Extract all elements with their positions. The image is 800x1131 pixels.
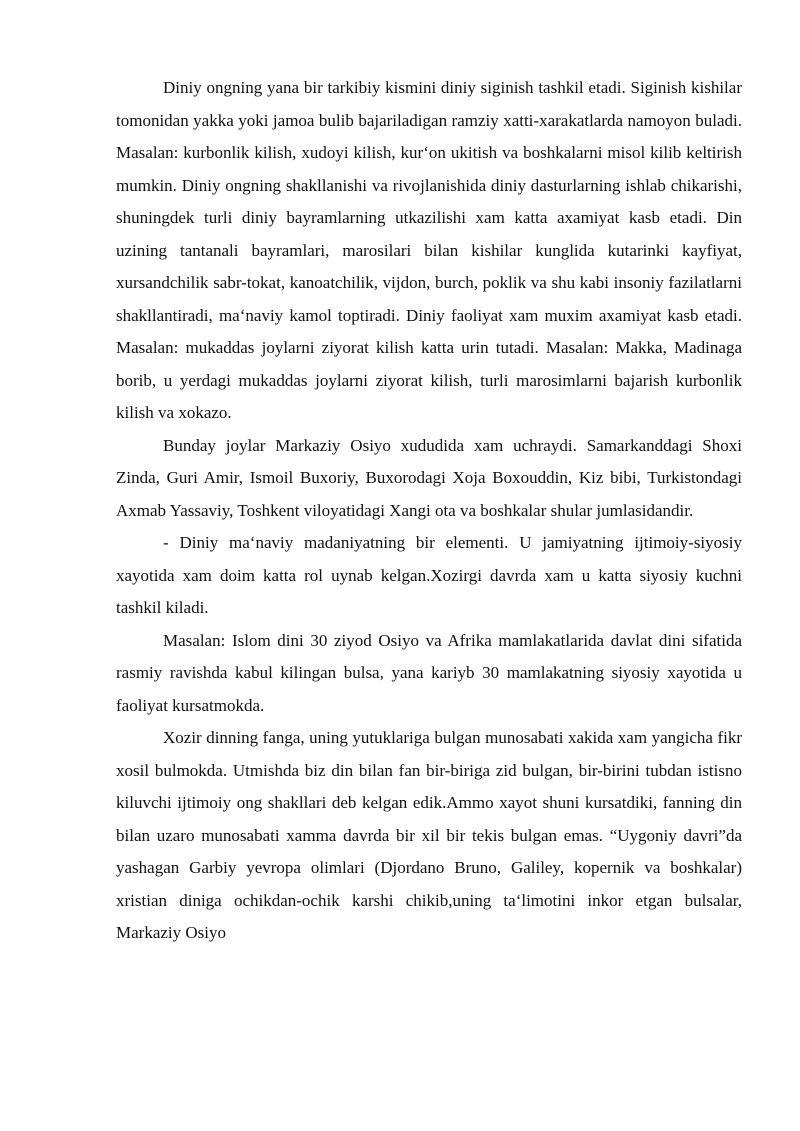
paragraph-holy-places: Bunday joylar Markaziy Osiyo xududida xam uchraydi. Samarkanddagi Shoxi Zinda, Guri Amir, Ismoil Buxoriy, Buxorodagi Xoja Boxouddin, Kiz bibi, Turkistondagi Axmab Yassaviy, Toshkent viloyatidagi Xangi ota va boshkalar shular jumlasidandir.: [116, 435, 742, 520]
paragraph-islam-state-religion: Masalan: Islom dini 30 ziyod Osiyo va Afrika mamlakatlarida davlat dini sifatida rasmiy ravishda kabul kilingan bulsa, yana kariyb 30 mamlakatning siyosiy xayotida u faoliyat kursatmokda.: [116, 630, 742, 715]
document-page: [116, 72, 742, 950]
paragraph-religion-and-science: Xozir dinning fanga, uning yutuklariga bulgan munosabati xakida xam yangicha fikr xosil bulmokda. Utmishda biz din bilan fan bir-biriga zid bulgan, bir-birini tubdan istisno kiluvchi ijtimoiy ong shakllari deb kelgan edik.Ammo xayot shuni kursatdiki, fanning din bilan uzaro munosabati xamma davrda bir xil bir tekis bulgan emas. “Uygoniy davri”da yashagan Garbiy yevropa olimlari (Djordano Bruno, Galiley, kopernik va boshkalar) xristian diniga ochikdan-ochik karshi chikib,uning ta‘limotini inkor etgan bulsalar, Markaziy Osiyo: [116, 728, 742, 942]
paragraph-religion-spiritual-culture: - Diniy ma‘naviy madaniyatning bir elementi. U jamiyatning ijtimoiy-siyosiy xayotida xam doim katta rol uynab kelgan.Xozirgi davrda xam u katta siyosiy kuchni tashkil kiladi.: [116, 533, 742, 617]
paragraph-religious-ritual: Diniy ongning yana bir tarkibiy kismini diniy siginish tashkil etadi. Siginish kishilar tomonidan yakka yoki jamoa bulib bajariladigan ramziy xatti-xarakatlarda namoyon buladi. Masalan: kurbonlik kilish, xudoyi kilish, kur‘on ukitish va boshkalarni misol kilib keltirish mumkin. Diniy ongning shakllanishi va rivojlanishida diniy dasturlarning ishlab chikarishi, shuningdek turli diniy bayramlarning utkazilishi xam katta axamiyat kasb etadi. Din uzining tantanali bayramlari, marosilari bilan kishilar kunglida kutarinki kayfiyat, xursandchilik sabr-tokat, kanoatchilik, vijdon, burch, poklik va shu kabi insoniy fazilatlarni shakllantiradi, ma‘naviy kamol toptiradi. Diniy faoliyat xam muxim axamiyat kasb etadi. Masalan: mukaddas joylarni ziyorat kilish katta urin tutadi. Masalan: Makka, Madinaga borib, u yerdagi mukaddas joylarni ziyorat kilish, turli marosimlarni bajarish kurbonlik kilish va xokazo.: [116, 78, 742, 422]
